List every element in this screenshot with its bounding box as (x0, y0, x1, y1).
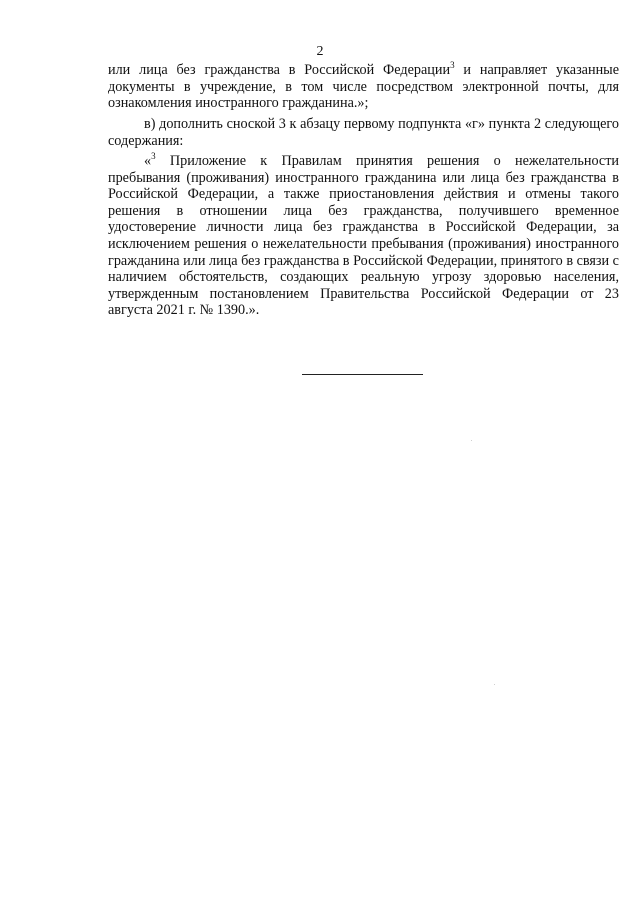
paragraph-text: и направляет указанные документы в учреждение, в том числе посредством электронной почты, для ознакомления иностранного гражданина.»; (108, 62, 619, 112)
page-number: 2 (316, 44, 324, 59)
footnote-mark: 3 (151, 151, 156, 161)
paragraph-footnote-text (108, 153, 619, 319)
paragraph-text: в) дополнить сноской 3 к абзацу первому подпункта «г» пункта 2 следующего содержания: (108, 116, 619, 149)
closing-divider-line (302, 374, 423, 375)
paragraph-amendment-item (108, 116, 619, 149)
body-text (108, 62, 619, 112)
paragraph-text: Приложение к Правилам принятия решения о нежелательности пребывания (проживания) иностранного гражданина или лица без гражданства в Российской Федерации, а также приостановления действия и отмены такого решения в отношении лица без гражданства, получившего временное удостоверение личности лица без гражданства в Российской Федерации, за исключением решения о нежелательности пребывания (проживания) иностранного гражданина или лица без гражданства в Российской Федерации, принятого в связи с наличием обстоятельств, создающих реальную угрозу здоровью населения, утвержденным постановлением Правительства Российской Федерации от 23 августа 2021 г. № 1390.». (108, 153, 619, 319)
scan-speck (494, 684, 495, 685)
paragraph-continuation (108, 62, 619, 112)
footnote-mark: 3 (450, 60, 455, 70)
scan-speck (471, 440, 472, 441)
paragraph-text: или лица без гражданства в Российской Федерации (108, 62, 451, 78)
body-text (108, 153, 619, 319)
body-text (108, 116, 619, 149)
open-quote: « (144, 153, 152, 169)
